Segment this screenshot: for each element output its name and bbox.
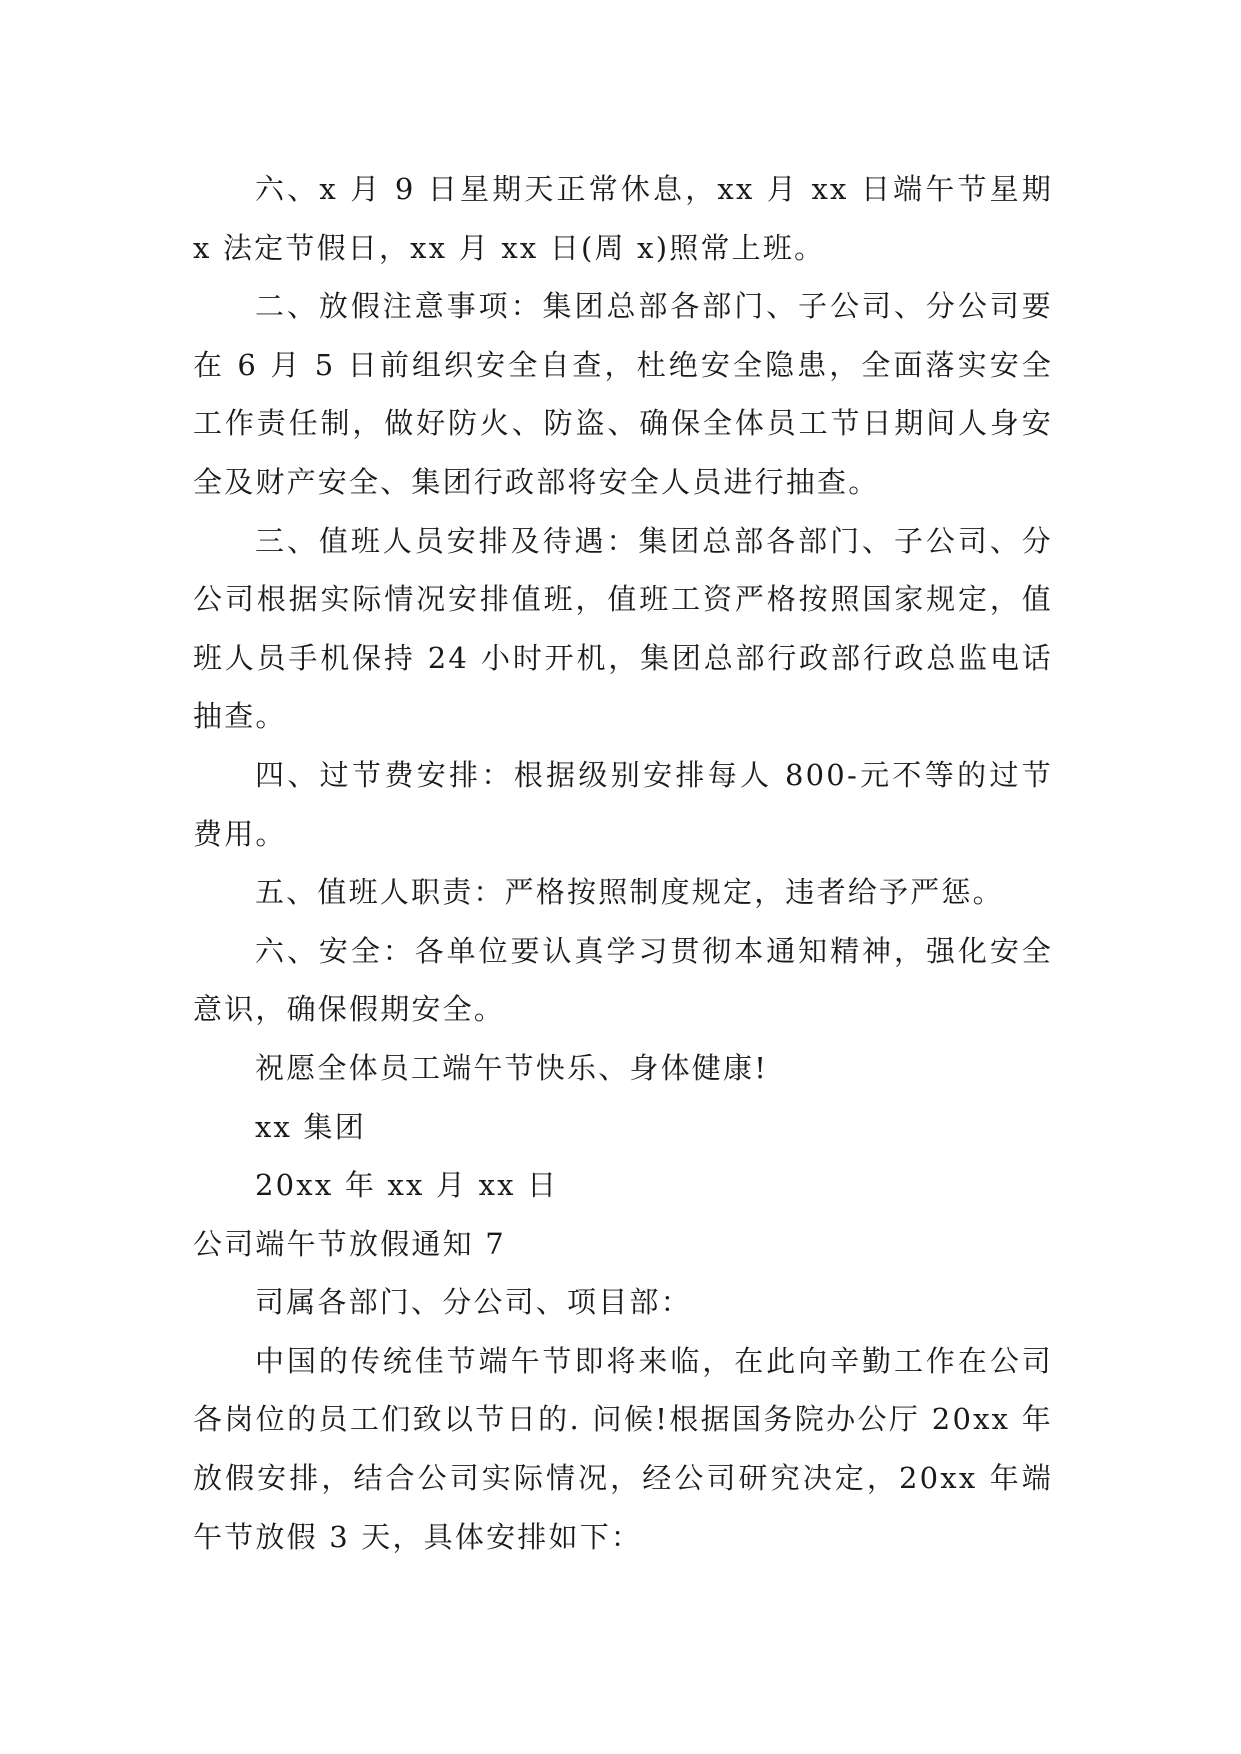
paragraph-duty-responsibilities: 五、值班人职责：严格按照制度规定，违者给予严惩。	[255, 875, 1004, 910]
paragraph-greeting: 祝愿全体员工端午节快乐、身体健康!	[255, 1050, 769, 1085]
document-body	[193, 160, 1053, 1566]
paragraph-recipients: 司属各部门、分公司、项目部：	[255, 1285, 692, 1320]
paragraph-holiday-precautions: 二、放假注意事项：集团总部各部门、子公司、分公司要在 6 月 5 日前组织安全自查，杜绝安全隐患，全面落实安全工作责任制，做好防火、防盗、确保全体员工节日期间人身安全及财产安全、集团行政部将安全人员进行抽查。	[193, 289, 1053, 499]
signature-date: 20xx 年 xx 月 xx 日	[255, 1168, 559, 1203]
paragraph-duty-arrangement: 三、值班人员安排及待遇：集团总部各部门、子公司、分公司根据实际情况安排值班，值班工资严格按照国家规定，值班人员手机保持 24 小时开机，集团总部行政部行政总监电话抽查。	[193, 523, 1053, 734]
paragraph-item-6-schedule: 六、x 月 9 日星期天正常休息，xx 月 xx 日端午节星期 x 法定节假日，xx 月 xx 日(周 x)照常上班。	[193, 172, 1053, 265]
section-heading: 公司端午节放假通知 7	[193, 1226, 506, 1261]
signature-organization: xx 集团	[255, 1109, 366, 1144]
paragraph-safety: 六、安全：各单位要认真学习贯彻本通知精神，强化安全意识，确保假期安全。	[193, 933, 1053, 1027]
paragraph-introduction: 中国的传统佳节端午节即将来临，在此向辛勤工作在公司各岗位的员工们致以节日的. 问候!根据国务院办公厅 20xx 年放假安排，结合公司实际情况，经公司研究决定，20xx 年端午节放假 3 天，具体安排如下：	[193, 1343, 1053, 1554]
paragraph-holiday-allowance: 四、过节费安排：根据级别安排每人 800-元不等的过节费用。	[193, 757, 1053, 851]
